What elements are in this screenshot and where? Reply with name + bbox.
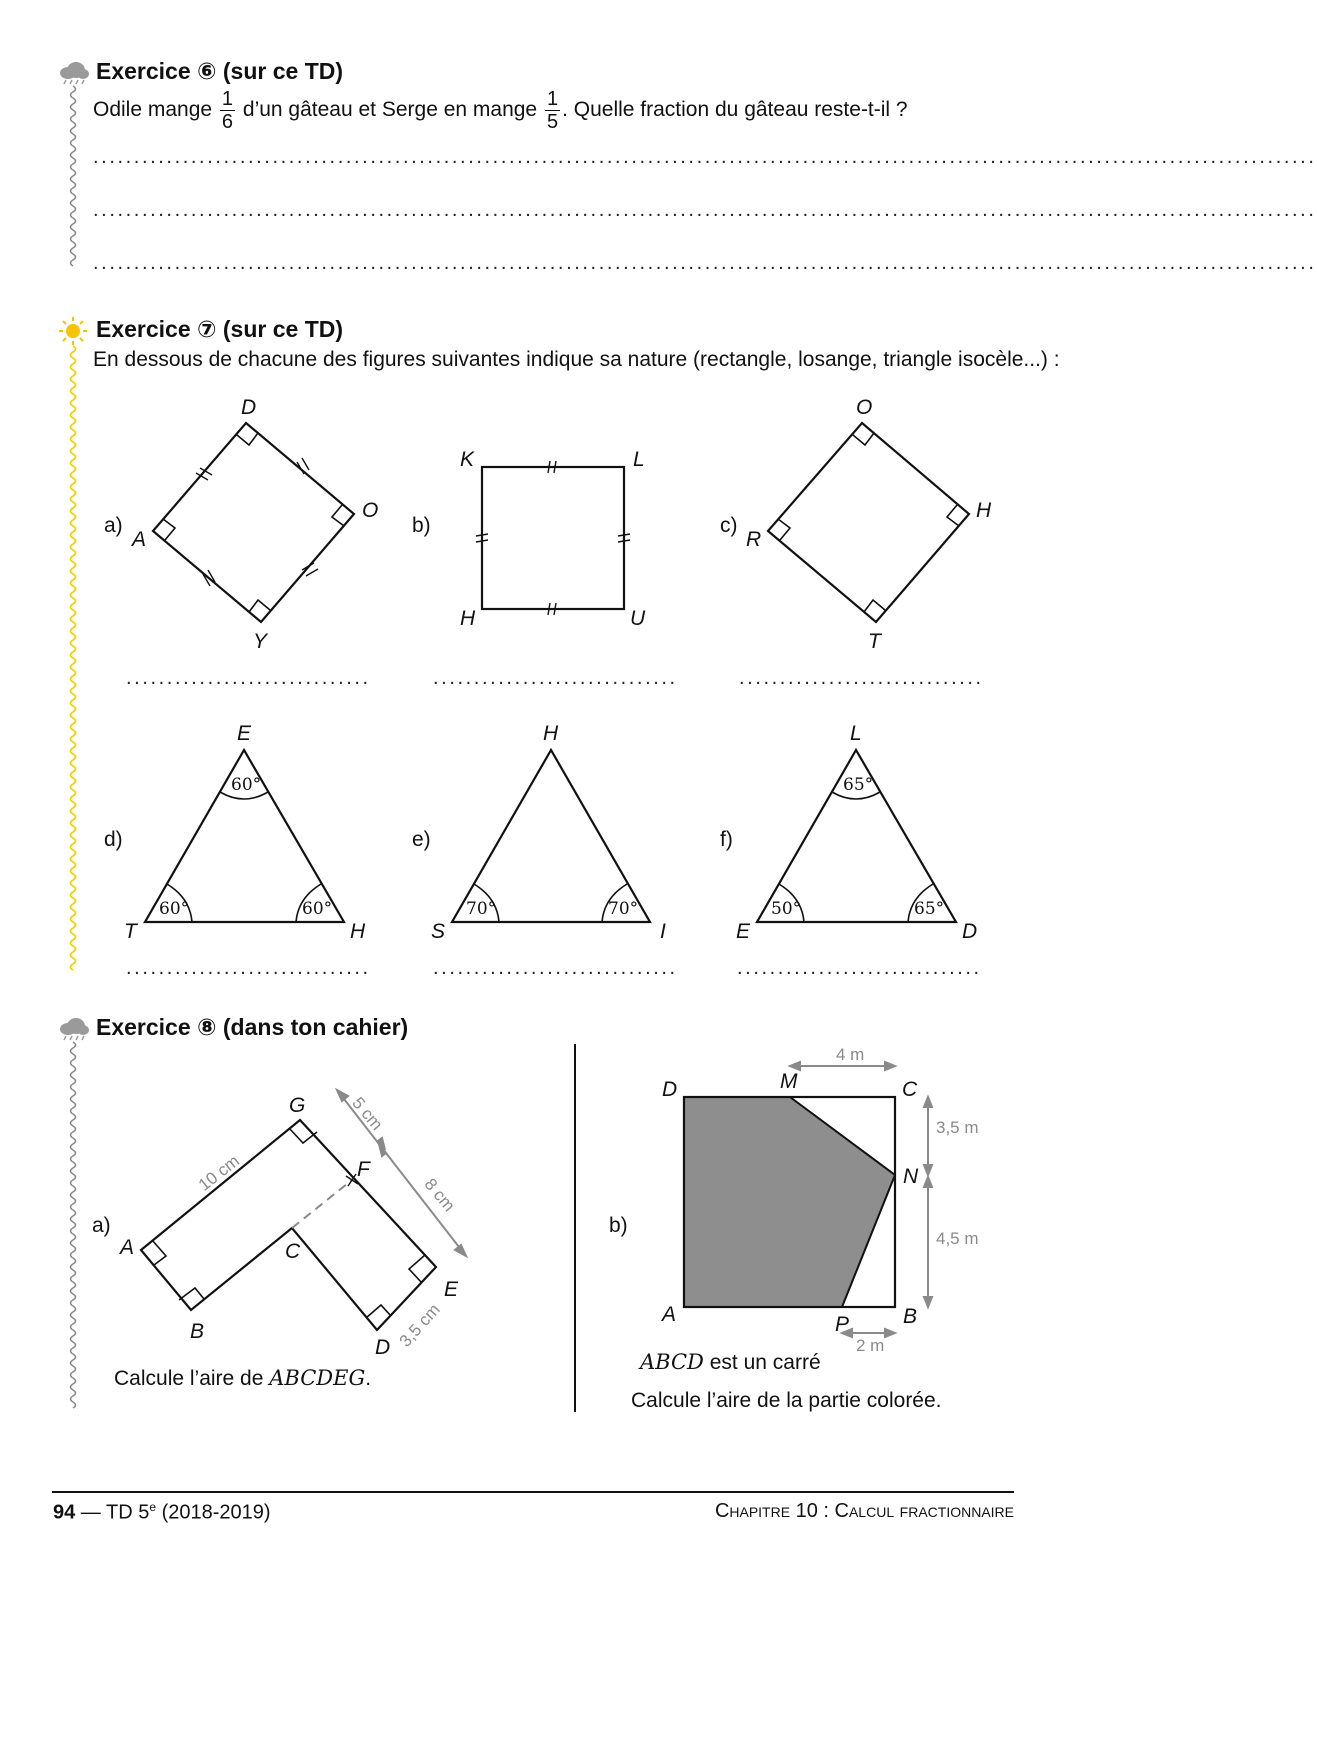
answer-line-1[interactable]: ...................................................................................................................................................... xyxy=(93,146,1317,168)
vertex-L: L xyxy=(633,448,645,471)
difficulty-wave-yellow xyxy=(64,346,82,972)
footer-superscript: e xyxy=(149,1500,157,1514)
vertex-H: H xyxy=(976,499,992,522)
figure-b-square xyxy=(450,440,670,640)
figure-f-triangle xyxy=(722,720,1002,950)
vertex-H: H xyxy=(460,607,476,630)
vertex-B: B xyxy=(903,1305,918,1328)
fraction-one-sixth xyxy=(220,88,235,133)
vertex-O: O xyxy=(856,396,873,419)
footer-chapter: Chapitre 10 : Calcul fractionnaire xyxy=(714,1500,1014,1522)
dim-4-5m: 4,5 m xyxy=(936,1229,979,1248)
exercise-8-title: Exercice ⑧ (dans ton cahier) xyxy=(96,1014,409,1040)
exercise-6-title: Exercice ⑥ (sur ce TD) xyxy=(96,58,344,84)
vertex-A: A xyxy=(120,1236,135,1259)
dim-8cm: 8 cm xyxy=(420,1174,459,1216)
vertex-G: G xyxy=(289,1094,306,1117)
vertex-C: C xyxy=(902,1078,918,1101)
caption-math: ABCD xyxy=(640,1350,704,1374)
answer-line-2[interactable]: ...................................................................................................................................................... xyxy=(93,199,1317,221)
exercise-8a-label: a) xyxy=(92,1214,111,1237)
fraction-denominator: 6 xyxy=(221,110,234,133)
vertex-Y: Y xyxy=(253,630,268,653)
vertex-E: E xyxy=(444,1278,459,1301)
footer-course: — TD 5 xyxy=(75,1501,150,1524)
answer-line-e[interactable]: .............................. xyxy=(433,957,678,979)
vertex-E: E xyxy=(736,920,751,943)
figure-a-label: a) xyxy=(104,514,123,537)
answer-line-a[interactable]: .............................. xyxy=(126,667,371,689)
figure-d-triangle xyxy=(110,720,390,950)
exercise-8a-caption xyxy=(114,1366,371,1391)
fraction-denominator: 5 xyxy=(546,110,559,133)
figure-c-rectangle xyxy=(730,390,1020,660)
figure-e-label: e) xyxy=(412,828,431,851)
figure-f-label: f) xyxy=(720,828,733,851)
figure-a-square xyxy=(120,390,400,660)
statement-part-c: . Quelle fraction du gâteau reste-t-il ? xyxy=(562,98,908,121)
vertex-H: H xyxy=(543,722,559,745)
dim-4m: 4 m xyxy=(836,1045,865,1064)
vertex-T: T xyxy=(124,920,137,943)
column-separator xyxy=(574,1044,576,1412)
figure-d-label: d) xyxy=(104,828,123,851)
vertex-I: I xyxy=(660,920,666,943)
vertex-B: B xyxy=(190,1320,205,1343)
vertex-D: D xyxy=(662,1078,678,1101)
dim-2m: 2 m xyxy=(856,1336,885,1355)
angle-H: 60° xyxy=(302,899,333,919)
dim-3-5m: 3,5 m xyxy=(936,1118,979,1137)
exercise-6-statement xyxy=(93,86,908,134)
statement-part-b: d’un gâteau et Serge en mange xyxy=(242,98,538,121)
caption-prefix: Calcule l’aire de xyxy=(114,1367,270,1390)
figure-e-triangle xyxy=(418,720,698,950)
answer-line-d[interactable]: .............................. xyxy=(126,957,371,979)
vertex-H: H xyxy=(350,920,366,943)
vertex-R: R xyxy=(746,528,762,551)
vertex-M: M xyxy=(780,1070,798,1093)
vertex-D: D xyxy=(241,396,257,419)
difficulty-wave-gray xyxy=(64,86,82,271)
vertex-P: P xyxy=(835,1313,850,1336)
caption-suffix: . xyxy=(365,1367,372,1390)
fraction-one-fifth xyxy=(545,88,560,133)
vertex-T: T xyxy=(868,630,881,653)
vertex-D: D xyxy=(962,920,978,943)
vertex-L: L xyxy=(850,722,862,745)
vertex-O: O xyxy=(362,499,379,522)
vertex-A: A xyxy=(662,1303,677,1326)
exercise-7-instruction: En dessous de chacune des figures suivantes indique sa nature (rectangle, losange, triangle isocèle...) : xyxy=(93,348,1060,371)
answer-line-3[interactable]: ...................................................................................................................................................... xyxy=(93,252,1317,274)
vertex-S: S xyxy=(431,920,446,943)
figure-8b-square xyxy=(650,1040,1000,1360)
vertex-A: A xyxy=(132,528,147,551)
footer-left xyxy=(53,1500,271,1525)
fraction-numerator: 1 xyxy=(546,87,559,110)
exercise-8b-label: b) xyxy=(609,1214,628,1237)
footer-year: (2018-2019) xyxy=(156,1501,271,1524)
angle-E: 50° xyxy=(771,899,802,919)
vertex-D: D xyxy=(375,1336,391,1359)
footer-rule xyxy=(52,1491,1014,1493)
angle-T: 60° xyxy=(159,899,190,919)
vertex-U: U xyxy=(630,607,646,630)
statement-part-a: Odile mange xyxy=(93,98,213,121)
angle-D: 65° xyxy=(914,899,945,919)
figure-b-label: b) xyxy=(412,514,431,537)
cloud-rain-icon xyxy=(56,60,92,84)
answer-line-c[interactable]: .............................. xyxy=(739,667,984,689)
vertex-F: F xyxy=(357,1158,370,1181)
vertex-N: N xyxy=(903,1165,919,1188)
answer-line-b[interactable]: .............................. xyxy=(433,667,678,689)
angle-S: 70° xyxy=(466,899,497,919)
angle-L: 65° xyxy=(843,775,874,795)
cloud-rain-icon xyxy=(56,1016,92,1040)
figure-8a-l-shape xyxy=(100,1080,480,1370)
caption-math: ABCDEG xyxy=(269,1366,366,1390)
figure-c-label: c) xyxy=(720,514,738,537)
exercise-8b-caption-1 xyxy=(640,1350,821,1375)
vertex-E: E xyxy=(237,722,252,745)
dim-3-5cm: 3,5 cm xyxy=(395,1300,444,1351)
fraction-numerator: 1 xyxy=(221,87,234,110)
dim-5cm: 5 cm xyxy=(348,1093,387,1134)
vertex-K: K xyxy=(460,448,475,471)
angle-I: 70° xyxy=(608,899,639,919)
exercise-8b-caption-2: Calcule l’aire de la partie colorée. xyxy=(631,1389,942,1412)
difficulty-wave-gray xyxy=(64,1042,82,1410)
caption-suffix: est un carré xyxy=(703,1351,821,1374)
vertex-C: C xyxy=(285,1240,301,1263)
page-number: 94 xyxy=(53,1501,76,1524)
angle-E: 60° xyxy=(231,775,262,795)
sun-icon xyxy=(58,316,88,346)
dim-10cm: 10 cm xyxy=(194,1151,244,1195)
answer-line-f[interactable]: .............................. xyxy=(737,957,982,979)
exercise-7-title: Exercice ⑦ (sur ce TD) xyxy=(96,316,344,342)
